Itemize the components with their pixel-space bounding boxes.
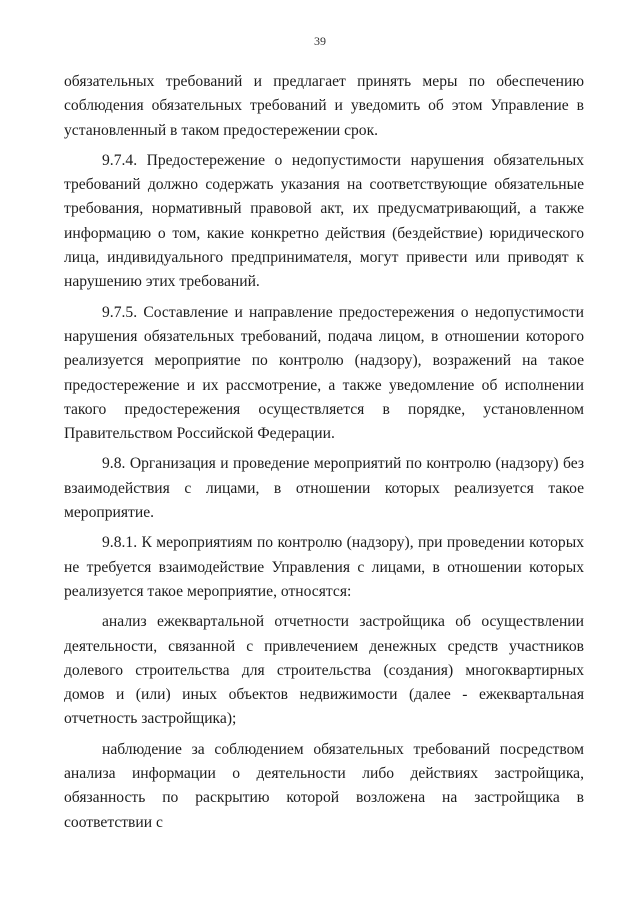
paragraph-9-7-5: 9.7.5. Составление и направление предостережения о недопустимости нарушения обязательных требований, подача лицом, в отношении которого реализуется мероприятие по контролю (надзору), возражений на такое предостережение и их рассмотрение, а также уведомление об исполнении такого предостережения осуществляется в порядке, установленном Правительством Российской Федерации. bbox=[64, 303, 584, 443]
document-body bbox=[64, 70, 584, 835]
paragraph-9-8-1: 9.8.1. К мероприятиям по контролю (надзору), при проведении которых не требуется взаимодействие Управления с лицами, в отношении которых реализуется такое мероприятие, относятся: bbox=[64, 534, 584, 600]
paragraph-continuation: обязательных требований и предлагает принять меры по обеспечению соблюдения обязательных требований и уведомить об этом Управление в установленный в таком предостережении срок. bbox=[64, 73, 584, 139]
paragraph-9-8: 9.8. Организация и проведение мероприятий по контролю (надзору) без взаимодействия с лицами, в отношении которых реализуется такое мероприятие. bbox=[64, 455, 584, 522]
page-number: 39 bbox=[314, 34, 326, 48]
paragraph-item-analysis: анализ ежеквартальной отчетности застройщика об осуществлении деятельности, связанной с привлечением денежных средств участников долевого строительства для строительства (создания) многоквартирных домов и (или) иных объектов недвижимости (далее - ежеквартальная отчетность застройщика); bbox=[64, 613, 584, 728]
paragraph-item-observation: наблюдение за соблюдением обязательных требований посредством анализа информации о деятельности либо действиях застройщика, обязанность по раскрытию которой возложена на застройщика в соответствии с bbox=[64, 740, 584, 831]
paragraph-9-7-4: 9.7.4. Предостережение о недопустимости нарушения обязательных требований должно содержать указания на соответствующие обязательные требования, нормативный правовой акт, их предусматривающий, а также информацию о том, какие конкретно действия (бездействие) юридического лица, индивидуального предпринимателя, могут привести или приводят к нарушению этих требований. bbox=[64, 151, 584, 291]
